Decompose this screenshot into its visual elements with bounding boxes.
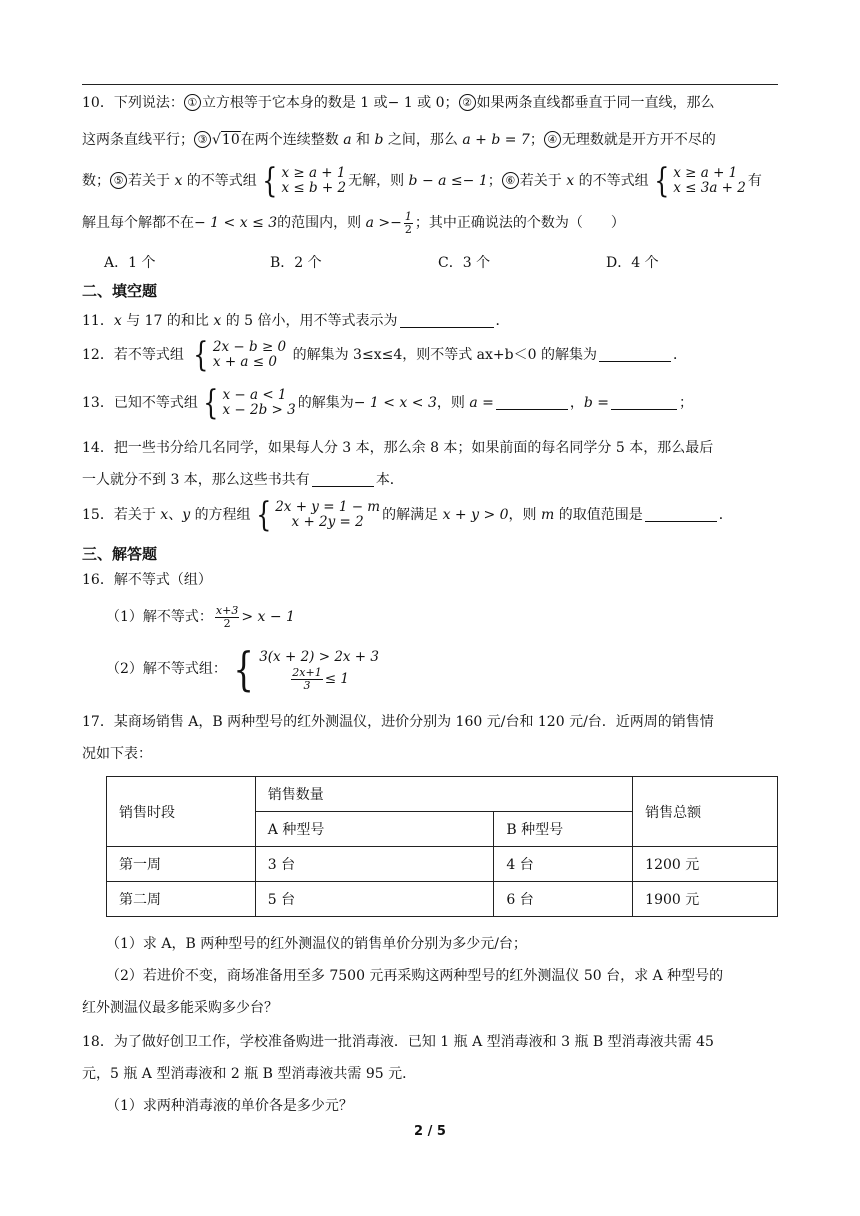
choice-d[interactable]: D．4 个: [606, 255, 659, 271]
table-row: [107, 882, 778, 917]
cell-type-b: 6 台: [494, 882, 633, 917]
sales-table: [106, 776, 778, 917]
q10-line-4: 解且每个解都不在− 1 < x ≤ 3的范围内，则 a >− $\frac{1}{2}$ ；其中正确说法的个数为（ ）: [82, 209, 625, 236]
q14-line-2: 一人就分不到 3 本，那么这些书共有 本．: [82, 472, 404, 488]
inequality-system-16: { 3(x + 2) > 2x + 3 $\frac{2x+1}{3}$ ≤ 1: [233, 642, 380, 696]
q18-line-1: 18．为了做好创卫工作，学校准备购进一批消毒液．已知 1 瓶 A 型消毒液和 3 瓶 B 型消毒液共需 45: [82, 1034, 714, 1050]
q17-part-2a: （2）若进价不变，商场准备用至多 7500 元再采购这两种型号的红外测温仪 50 台，求 A 种型号的: [106, 968, 724, 984]
q17-part-2b: 红外测温仪最多能采购多少台？: [82, 1000, 278, 1016]
q15: 15．若关于 x、y 的方程组 { 2x + y = 1 − m x + 2y = 2 的解满足 x + y > 0，则 m 的取值范围是 ．: [82, 495, 733, 535]
choice-c[interactable]: C．3 个: [438, 255, 491, 271]
section-fill-in-heading: 二、填空题: [82, 282, 158, 300]
header-type-a: A 种型号: [255, 812, 494, 847]
answer-blank[interactable]: [645, 507, 717, 522]
header-quantity: 销售数量: [255, 777, 632, 812]
q10-line-2: 这两条直线平行； ③ √10在两个连续整数 a 和 b 之间，那么 a + b = 7； ④ 无理数就是开方开不尽的: [82, 132, 716, 148]
header-period: 销售时段: [107, 777, 256, 847]
q17-line-2: 况如下表：: [82, 746, 152, 762]
answer-blank[interactable]: [599, 347, 671, 362]
q18-part-1: （1）求两种消毒液的单价各是多少元？: [106, 1098, 353, 1114]
cell-total: 1200 元: [633, 847, 778, 882]
q16-part-1: （1）解不等式： $\frac{x+3}{2}$ > x − 1: [106, 603, 295, 630]
choice-b[interactable]: B．2 个: [270, 255, 322, 271]
cell-type-a: 3 台: [255, 847, 494, 882]
q10-line-3: 数； ⑤ 若关于 x 的不等式组 { x ≥ a + 1 x ≤ b + 2 无解，则 b − a ≤− 1； ⑥ 若关于 x 的不等式组 { x ≥ a + 1 x ≤ 3a + 2 有: [82, 161, 762, 201]
table-row: [107, 847, 778, 882]
cell-total: 1900 元: [633, 882, 778, 917]
q16-part-2: （2）解不等式组： { 3(x + 2) > 2x + 3 $\frac{2x+1}{3}$ ≤ 1: [106, 642, 380, 696]
q16-title: 16．解不等式（组）: [82, 572, 212, 588]
q11: 11．x 与 17 的和比 x 的 5 倍小，用不等式表示为 ．: [82, 313, 510, 329]
answer-blank[interactable]: [400, 313, 494, 328]
answer-blank[interactable]: [611, 395, 677, 410]
q17-part-1: （1）求 A，B 两种型号的红外测温仪的销售单价分别为多少元/台；: [106, 936, 527, 952]
equation-system-15: { 2x + y = 1 − m x + 2y = 2: [255, 495, 381, 535]
q12: 12．若不等式组 { 2x − b ≥ 0 x + a ≤ 0 的解集为 3≤x≤4，则不等式 ax+b＜0 的解集为 ．: [82, 335, 687, 375]
q18-line-2: 元，5 瓶 A 型消毒液和 2 瓶 B 型消毒液共需 95 元．: [82, 1066, 417, 1082]
cell-period: 第一周: [107, 847, 256, 882]
q14-line-1: 14．把一些书分给几名同学，如果每人分 3 本，那么余 8 本；如果前面的每名同学分 5 本，那么最后: [82, 440, 714, 456]
inequality-system-5: { x ≥ a + 1 x ≤ b + 2: [262, 161, 347, 201]
page-number: 2 / 5: [414, 1124, 446, 1139]
answer-blank[interactable]: [496, 395, 568, 410]
inequality-system-13: { x − a < 1 x − 2b > 3: [203, 383, 296, 423]
inequality-system-12: { 2x − b ≥ 0 x + a ≤ 0: [193, 335, 287, 375]
cell-period: 第二周: [107, 882, 256, 917]
header-rule: [82, 84, 778, 85]
header-type-b: B 种型号: [494, 812, 633, 847]
choice-a[interactable]: A．1 个: [104, 255, 156, 271]
q17-line-1: 17．某商场销售 A，B 两种型号的红外测温仪，进价分别为 160 元/台和 120 元/台．近两周的销售情: [82, 714, 714, 730]
answer-blank[interactable]: [312, 472, 374, 487]
cell-type-b: 4 台: [494, 847, 633, 882]
header-total: 销售总额: [633, 777, 778, 847]
q13: 13．已知不等式组 { x − a < 1 x − 2b > 3 的解集为− 1 < x < 3，则 a = ，b = ；: [82, 383, 693, 423]
q10-line-1: 10．下列说法： ① 立方根等于它本身的数是 1 或− 1 或 0； ② 如果两条直线都垂直于同一直线，那么: [82, 95, 715, 111]
cell-type-a: 5 台: [255, 882, 494, 917]
inequality-system-6: { x ≥ a + 1 x ≤ 3a + 2: [653, 161, 746, 201]
section-answer-heading: 三、解答题: [82, 545, 158, 563]
